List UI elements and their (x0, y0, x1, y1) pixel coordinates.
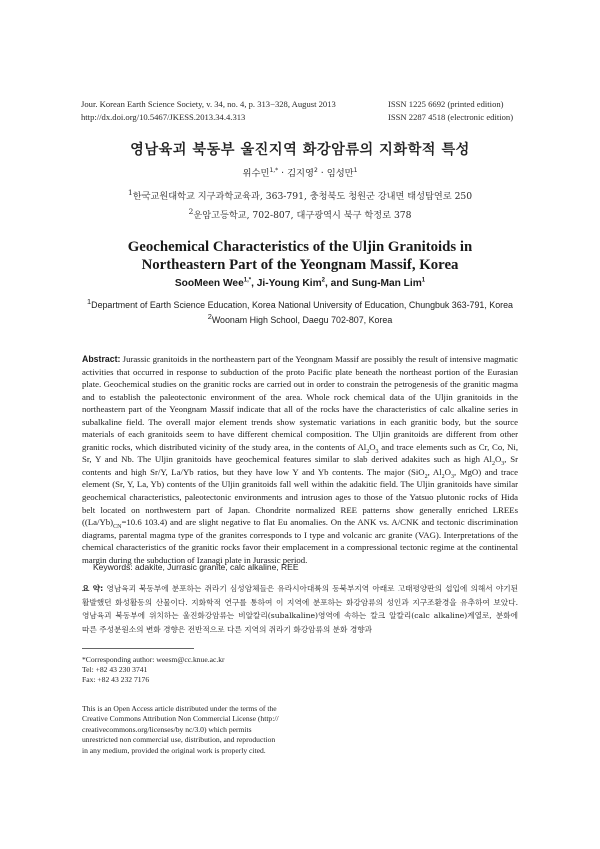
affiliation-sup: 1 (87, 297, 92, 306)
subscript: CN (113, 523, 122, 530)
abstract-text: O (494, 454, 502, 465)
author-sup: 1 (353, 166, 358, 174)
affiliation-text: Woonam High School, Daegu 702-807, Korea (211, 315, 393, 326)
author-sup: 1,* (269, 166, 279, 174)
subscript: 3 (451, 473, 454, 480)
affiliation-text: Department of Earth Science Education, Korea National University of Education, Chungbuk 363-791, Korea (91, 299, 513, 310)
english-affiliations (82, 296, 518, 327)
journal-line: Jour. Korean Earth Science Society, v. 34, no. 4, p. 313−328, August 2013 (81, 99, 336, 109)
affiliation-sup: 1 (127, 188, 133, 197)
abstract-label: Abstract: (82, 354, 121, 364)
abstract-text: Jurassic granitoids in the northeastern part of the Yeongnam Massif are possibly the result of intensive magmatic activities that occurred in response to subduction of the proto Pacific plate beneath the northeast portion of the Eurasian plate. Geochemical studies on the granitic rocks are carried out in order to constrain the petrogenesis of the granitic magma and to establish the paleotectonic environment of the area. Whole rock chemical data of the Uljin granitoids in the northeastern part of the Yeongnam Massif indicate that all of the rocks have the characteristics of calc alkaline series in subalkaline field. The overall major element trends show systematic variations in each granitic body, but the source materials of each granitoids seem to have different chemical composition. The Uljin granitoids are different from other granitic rocks, which distributed vicinity of the study area, in the contents of Al (82, 354, 518, 452)
footnote-divider (82, 648, 194, 649)
affiliation (0, 205, 600, 224)
subscript: 3 (375, 448, 379, 455)
subscript: 2 (366, 448, 370, 455)
subscript: 3 (501, 461, 505, 468)
author-name: Sung-Man Lim (351, 278, 422, 289)
abstract-text: O (369, 441, 376, 452)
subscript: 2 (441, 473, 445, 480)
affiliation-sup: 2 (188, 206, 194, 216)
author-name: 위수민 (242, 168, 270, 179)
correspondence-footnote (82, 655, 225, 686)
english-authors (0, 278, 600, 289)
korean-abstract-label: 요 약: (82, 584, 104, 593)
affiliation-sup: 2 (207, 312, 212, 322)
author-sup: 2 (314, 166, 318, 174)
license-notice: This is an Open Access article distributed under the terms of the Creative Commons Attribution Non Commercial License (http:// creativecommons.org/licenses/by nc/3.0) which permits unrestricted non commercial use, distribution, and reproduction in any medium, provided the original work is properly cited. (82, 704, 279, 755)
keywords: Keywords: adakite, Jurrasic granite, calc alkaline, REE (93, 562, 299, 572)
journal-citation (81, 98, 336, 123)
author-sup: 2 (321, 277, 325, 284)
korean-affiliations (0, 186, 600, 223)
issn-print: ISSN 1225 6692 (printed edition) (388, 99, 504, 109)
abstract-text: , Sr contents and high Sr/Y, La/Yb ratios, but they have low Y and Yb contents. The major (SiO (82, 454, 518, 477)
english-title-line: Geochemical Characteristics of the Uljin Granitoids in (127, 239, 473, 255)
affiliation (82, 311, 518, 326)
affiliation-text: 운암고등학교, 702-807, 대구광역시 북구 학정로 378 (193, 209, 412, 221)
affiliation (82, 296, 518, 311)
fax: Fax: +82 43 232 7176 (82, 675, 150, 685)
telephone: Tel: +82 43 230 3741 (82, 665, 148, 675)
abstract (82, 353, 518, 566)
abstract-text: , Al (427, 466, 442, 477)
author-sup: 1,* (243, 277, 252, 284)
korean-abstract-text: 영남육괴 북동부에 분포하는 쥐라기 심성암체들은 유라시아대륙의 동북부지역 아래로 고태평양판의 섭입에 의해서 야기된 활발했던 화성활동의 산물이다. 지화학적 연구를 통하여 이 지역에 분포하는 화강암류의 성인과 지구조환경을 유추하여 보았다. 영남육괴 북동부에 위치하는 울진화강암류는 비알칼리(subalkaline)영역에 속하는 칼크 알칼리(calc alkaline)계열로, 분화에 따른 주성분원소의 변화 경향은 전반적으로 다른 지역의 쥐라기 화강암류의 분화 경향과 (82, 584, 518, 635)
issn-block (388, 98, 513, 123)
korean-abstract (82, 582, 518, 637)
doi-link[interactable]: http://dx.doi.org/10.5467/JKESS.2013.34.4.313 (81, 111, 246, 122)
abstract-text: , MgO) and trace element (Sr, Y, La, Yb) contents of the Uljin granitoids fall well within the adakitic field. The Uljin granitoids have similar geochemical characteristics, paleotectonic environments and intrusion ages to those of the Yatsuo plutonic rocks of Hida belt located on northwestern part of Japan. Chondrite normalized REE patterns show generally enriched LREEs ((La/Yb) (82, 466, 518, 528)
abstract-text: and trace elements such as Cr, Co, Ni, Sr, Y and Nb. The Uljin granitoids have geochemical features similar to slab derived adakites such as high Al (82, 441, 519, 465)
author-name: 임성만 (326, 168, 354, 179)
korean-authors (0, 165, 600, 179)
author-name: Ji-Young Kim (256, 278, 322, 289)
subscript: 2 (424, 473, 428, 480)
english-title (0, 238, 600, 274)
abstract-text: O (444, 466, 451, 477)
author-separator: , and (325, 278, 352, 289)
author-separator: · (317, 168, 327, 179)
subscript: 2 (491, 461, 495, 468)
english-title-line: Northeastern Part of the Yeongnam Massif, Korea (141, 257, 459, 273)
author-sup: 1 (421, 277, 426, 284)
affiliation-text: 한국교원대학교 지구과학교육과, 363-791, 충청북도 청원군 강내면 태성탑연로 250 (132, 191, 473, 203)
korean-title: 영남육괴 북동부 울진지역 화강암류의 지화학적 특성 (130, 142, 470, 158)
author-name: 김지영 (287, 168, 315, 179)
author-name: SooMeen Wee (174, 278, 244, 289)
author-separator: , (251, 278, 257, 289)
corresponding-author: *Corresponding author: weesm@cc.knue.ac.kr (82, 655, 225, 664)
issn-electronic: ISSN 2287 4518 (electronic edition) (388, 111, 514, 122)
abstract-text: =10.6 103.4) and are slight negative to flat Eu anomalies. On the ANK vs. A/CNK and tectonic discrimination diagrams, parental magma type of the granites corresponds to I type and volcanic arc granite (VAG). Interpretations of the chemical characteristics of the granitic rocks favor their emplacement in a compressional tectonic regime at the continental margin during the subduction of Izanagi plate in Jurassic period. (82, 517, 518, 565)
affiliation (0, 186, 600, 205)
author-separator: · (278, 168, 288, 179)
